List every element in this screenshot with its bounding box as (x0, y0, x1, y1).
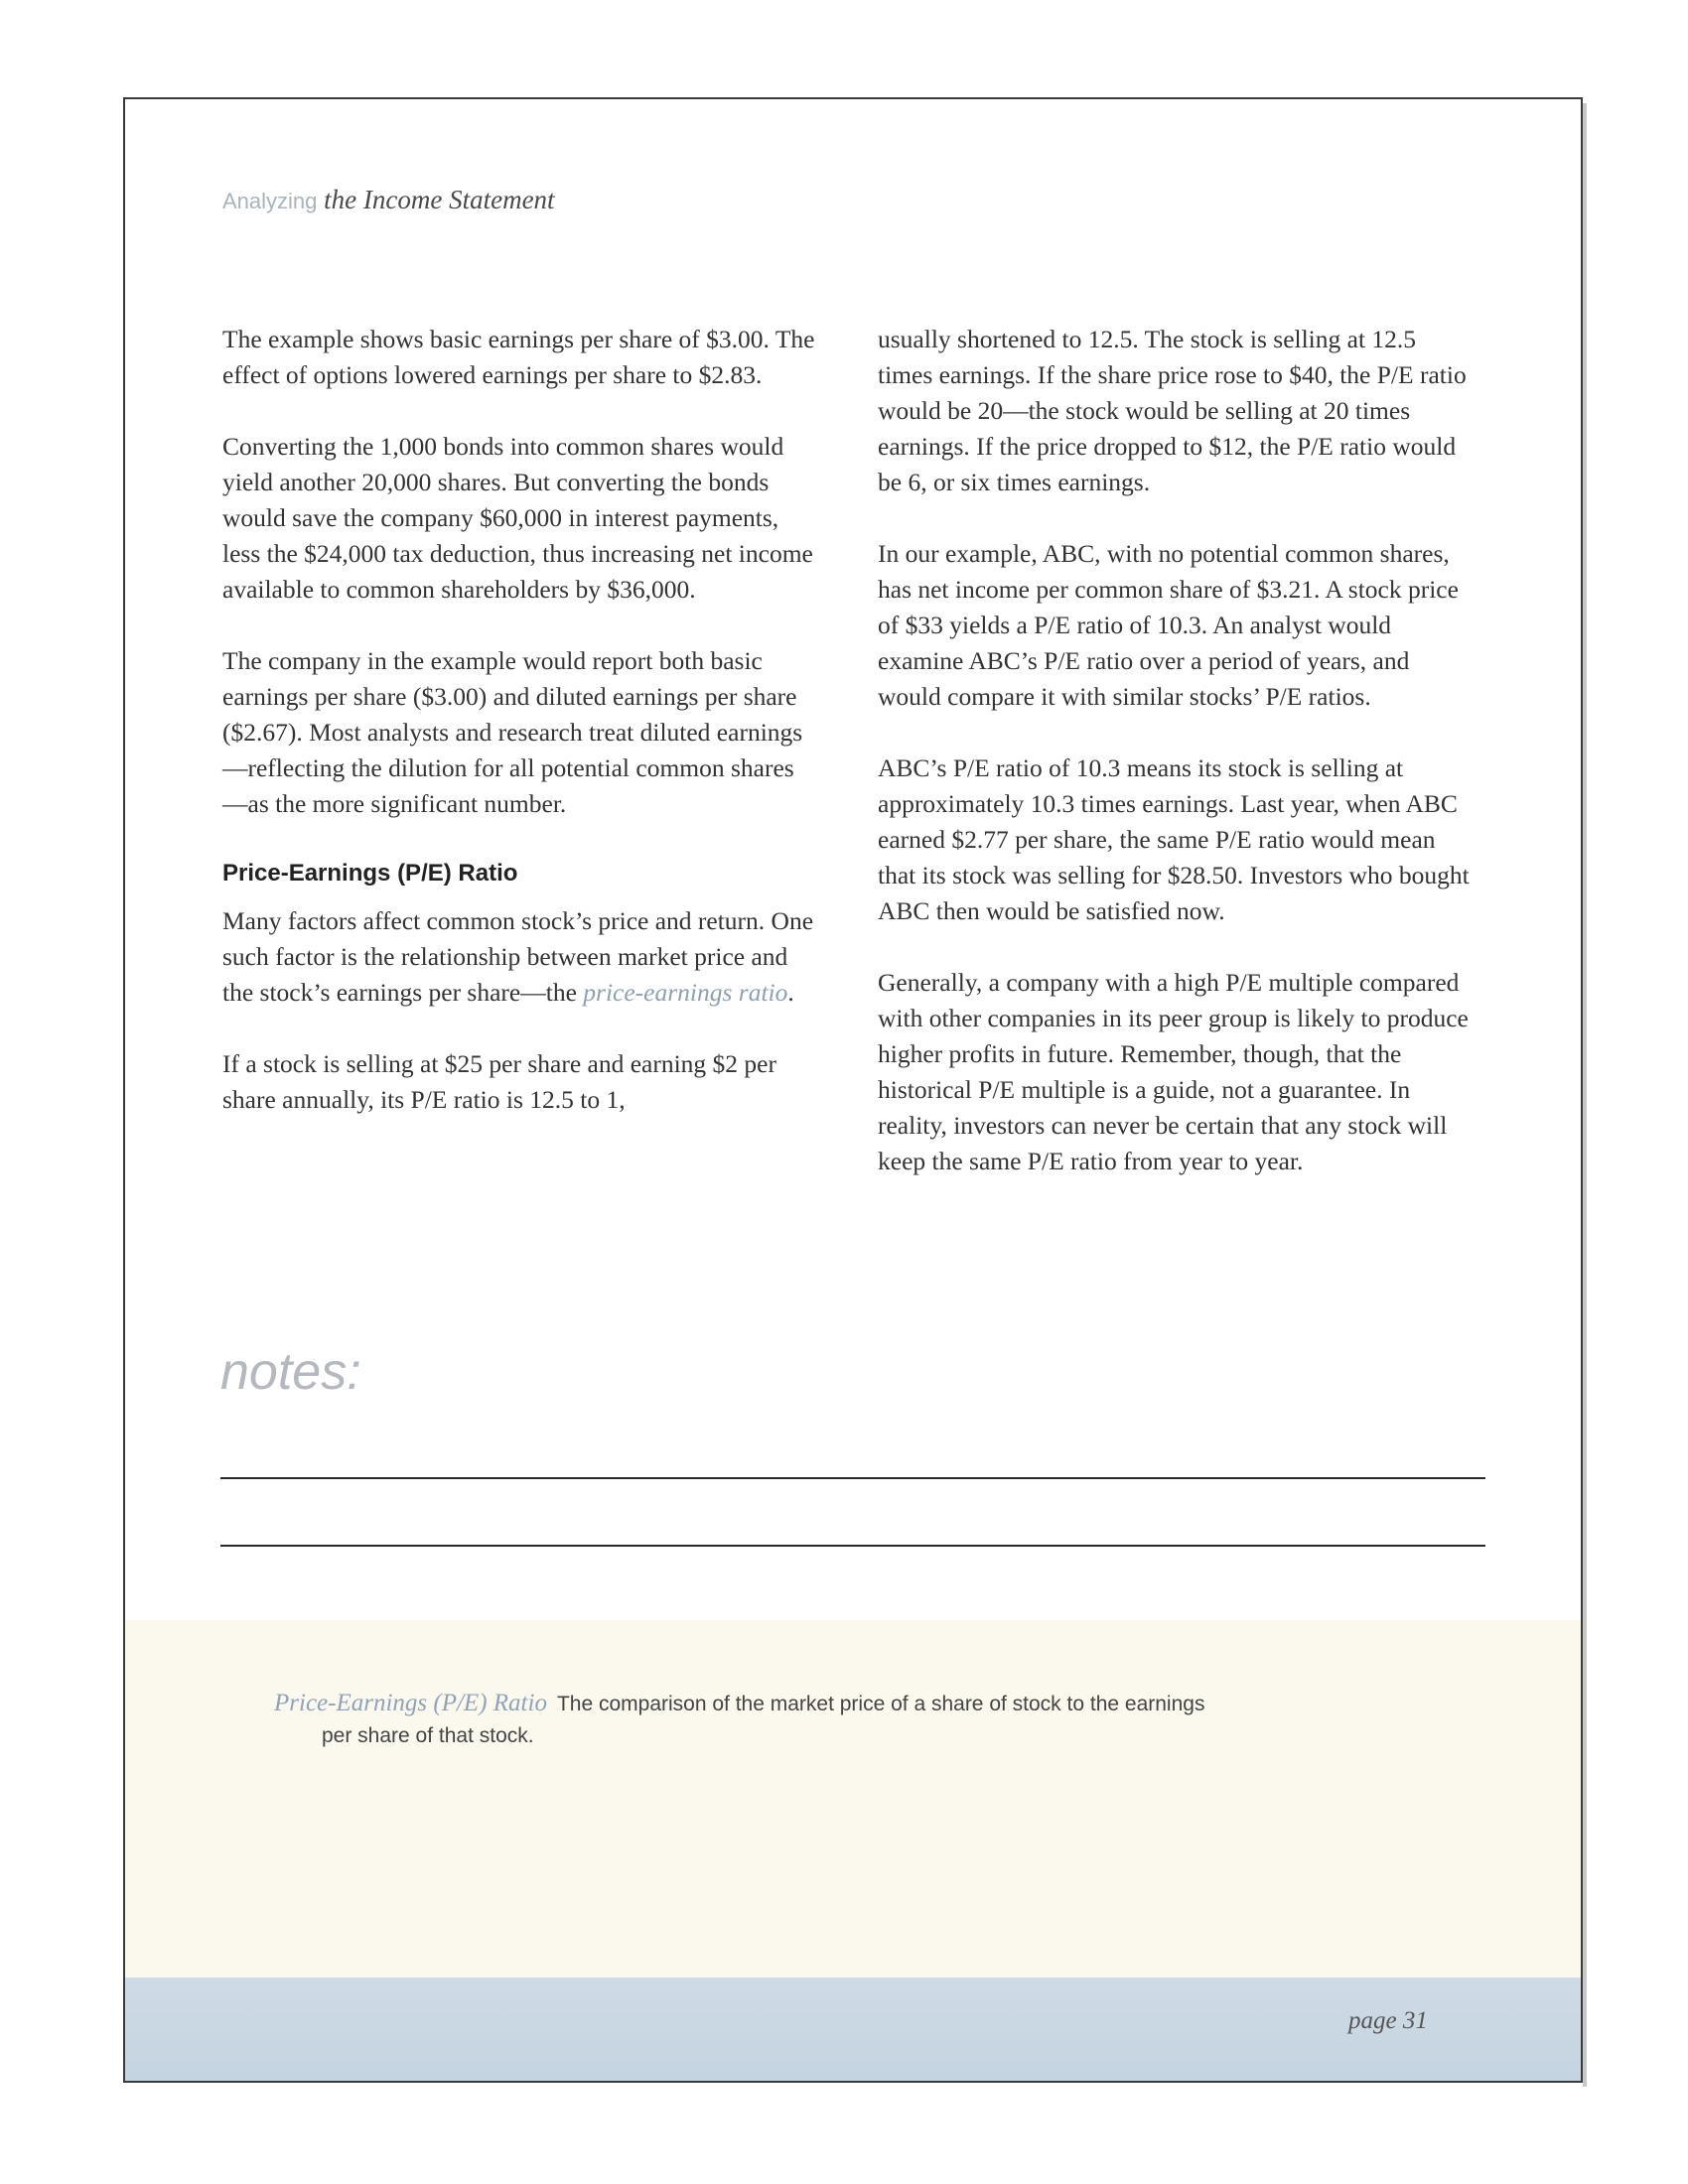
paragraph: Generally, a company with a high P/E multiple compared with other companies in its peer group is likely to produce higher profits in future. Remember, though, that the historical P/E multiple is a guide, not a guarantee. In reality, investors can never be certain that any stock will keep the same P/E ratio from year to year. (878, 968, 1469, 1175)
right-column (878, 322, 1474, 1215)
left-column (222, 322, 818, 1154)
paragraph: Converting the 1,000 bonds into common shares would yield another 20,000 shares. But converting the bonds would save the company $60,000 in interest payments, less the $24,000 tax deduction, thus increasing net income available to common shareholders by $36,000. (222, 432, 813, 604)
running-header (222, 185, 555, 215)
notes-line (220, 1477, 1485, 1479)
paragraph-end: . (787, 978, 794, 1007)
glossary-definition: The comparison of the market price of a share of stock to the earnings (556, 1693, 1205, 1715)
frame-shadow (1583, 103, 1587, 2087)
paragraph (222, 903, 818, 1011)
section-heading: Price-Earnings (P/E) Ratio (222, 860, 518, 887)
glossary-band (125, 1620, 1581, 1978)
paragraph: In our example, ABC, with no potential common shares, has net income per common share of $3.21. A stock price of $33 yields a P/E ratio of 10.3. An analyst would examine ABC’s P/E ratio over a period of years, and would compare it with similar stocks’ P/E ratios. (878, 539, 1459, 711)
notes-line (220, 1545, 1485, 1547)
glossary-term-link[interactable]: price-earnings ratio (583, 978, 788, 1007)
notes-label: notes: (220, 1343, 361, 1401)
header-title: the Income Statement (324, 185, 555, 214)
page-number: page 31 (1348, 2007, 1428, 2034)
glossary-definition-continued: per share of that stock. (322, 1724, 534, 1747)
paragraph-text: Many factors affect common stock’s price and return. One such factor is the relationship between market price and the stock’s earnings per share—the (222, 906, 814, 1007)
glossary-entry (274, 1688, 1346, 1752)
paragraph: If a stock is selling at $25 per share and earning $2 per share annually, its P/E ratio is 12.5 to 1, (222, 1049, 776, 1114)
header-section: Analyzing (222, 189, 318, 213)
paragraph: ABC’s P/E ratio of 10.3 means its stock is selling at approximately 10.3 times earnings. Last year, when ABC earned $2.77 per share, the same P/E ratio would mean that its stock was selling for $28.50. Investors who bought ABC then would be satisfied now. (878, 753, 1470, 925)
paragraph: The example shows basic earnings per share of $3.00. The effect of options lowered earnings per share to $2.83. (222, 325, 815, 389)
glossary-term: Price-Earnings (P/E) Ratio (274, 1690, 547, 1716)
paragraph: usually shortened to 12.5. The stock is selling at 12.5 times earnings. If the share price rose to $40, the P/E ratio would be 20—the stock would be selling at 20 times earnings. If the price dropped to $12, the P/E ratio would be 6, or six times earnings. (878, 325, 1467, 496)
paragraph: The company in the example would report both basic earnings per share ($3.00) and diluted earnings per share ($2.67). Most analysts and research treat diluted earnings—reflecting the dilution for all potential common shares—as the more significant number. (222, 646, 803, 818)
